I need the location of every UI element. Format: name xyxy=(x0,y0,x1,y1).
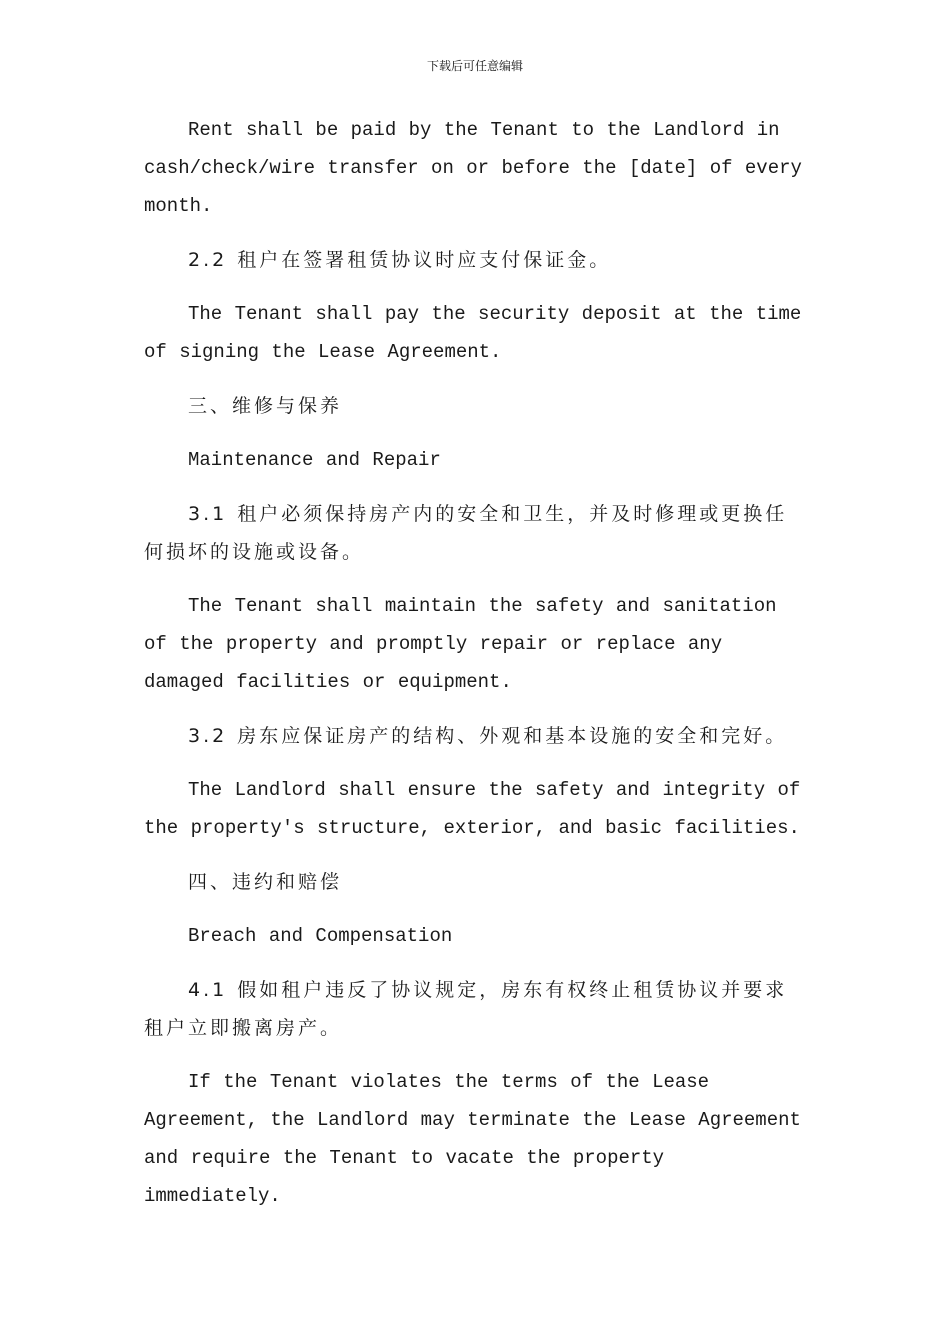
paragraph-3-1-zh: 3.1 租户必须保持房产内的安全和卫生，并及时修理或更换任何损坏的设施或设备。 xyxy=(144,503,788,563)
paragraph-rent-payment-en: Rent shall be paid by the Tenant to the Landlord in cash/check/wire transfer on or before the [date] of every month. xyxy=(144,119,802,217)
document-body xyxy=(144,111,804,1231)
section-heading-3-en: Maintenance and Repair xyxy=(188,449,441,471)
paragraph-2-2-zh: 2.2 租户在签署租赁协议时应支付保证金。 xyxy=(188,249,612,271)
paragraph-4-1-en: If the Tenant violates the terms of the Lease Agreement, the Landlord may terminate the Lease Agreement and require the Tenant to vacate the property immediately. xyxy=(144,1071,801,1207)
paragraph-3-2-zh: 3.2 房东应保证房产的结构、外观和基本设施的安全和完好。 xyxy=(188,725,788,747)
paragraph-3-2-en: The Landlord shall ensure the safety and integrity of the property's structure, exterior, and basic facilities. xyxy=(144,779,801,839)
section-heading-4-en: Breach and Compensation xyxy=(188,925,453,947)
header-note: 下载后可任意编辑 xyxy=(426,59,523,73)
paragraph-4-1-zh: 4.1 假如租户违反了协议规定，房东有权终止租赁协议并要求租户立即搬离房产。 xyxy=(144,979,788,1039)
paragraph-3-1-en: The Tenant shall maintain the safety and sanitation of the property and promptly repair or replace any damaged facilities or equipment. xyxy=(144,595,777,693)
section-heading-3-zh: 三、维修与保养 xyxy=(188,395,343,417)
paragraph-2-2-en: The Tenant shall pay the security deposit at the time of signing the Lease Agreement. xyxy=(144,303,802,363)
section-heading-4-zh: 四、违约和赔偿 xyxy=(188,871,343,893)
